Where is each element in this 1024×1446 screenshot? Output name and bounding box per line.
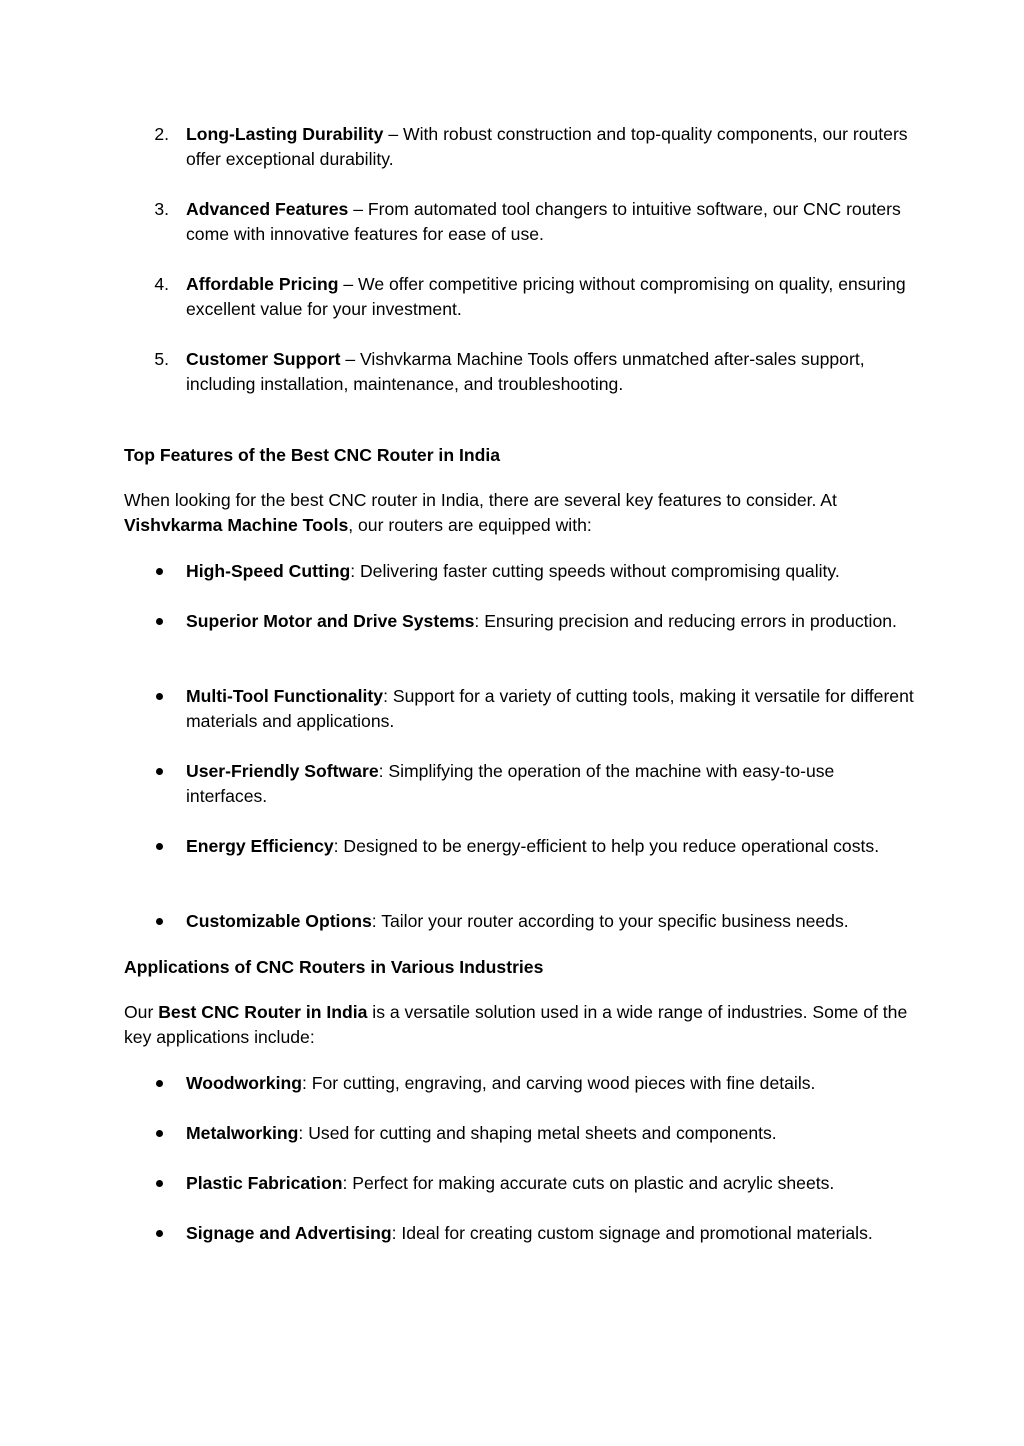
item-text: : Simplifying the operation of the machine with easy-to-use interfaces. bbox=[186, 761, 835, 806]
intro-bold: Best CNC Router in India bbox=[158, 1002, 368, 1022]
item-text: – From automated tool changers to intuitive software, our CNC routers come with innovative features for ease of use. bbox=[186, 199, 901, 244]
section-heading: Applications of CNC Routers in Various Industries bbox=[124, 957, 544, 977]
bullet-icon bbox=[156, 1180, 163, 1187]
bullet-icon bbox=[156, 918, 163, 925]
bullet-list-item bbox=[124, 559, 914, 584]
bullet-list-item bbox=[124, 609, 914, 634]
item-title: User-Friendly Software bbox=[186, 761, 379, 781]
intro-text: is a versatile solution used in a wide range of industries. Some of the key applications include: bbox=[124, 1002, 908, 1047]
numbered-list-item bbox=[124, 197, 914, 247]
item-title: Signage and Advertising bbox=[186, 1223, 392, 1243]
item-title: Woodworking bbox=[186, 1073, 302, 1093]
section-intro bbox=[124, 1000, 914, 1050]
bullet-list-item bbox=[124, 834, 914, 859]
intro-text: , our routers are equipped with: bbox=[348, 515, 592, 535]
bullet-icon bbox=[156, 1080, 163, 1087]
bullet-icon bbox=[156, 618, 163, 625]
list-number: 5. bbox=[154, 349, 169, 369]
list-number: 2. bbox=[154, 124, 169, 144]
bullet-list-item bbox=[124, 1171, 914, 1196]
item-title: Multi-Tool Functionality bbox=[186, 686, 384, 706]
item-text: : For cutting, engraving, and carving wood pieces with fine details. bbox=[301, 1073, 816, 1093]
bullet-icon bbox=[156, 1230, 163, 1237]
bullet-list-item bbox=[124, 1121, 914, 1146]
item-text: : Delivering faster cutting speeds without compromising quality. bbox=[350, 561, 840, 581]
item-text: : Perfect for making accurate cuts on plastic and acrylic sheets. bbox=[342, 1173, 835, 1193]
list-number: 4. bbox=[154, 274, 169, 294]
section-intro bbox=[124, 488, 914, 538]
item-title: Long-Lasting Durability bbox=[186, 124, 384, 144]
numbered-list-item bbox=[124, 122, 914, 172]
intro-text: Our bbox=[124, 1002, 159, 1022]
numbered-list-item bbox=[124, 347, 914, 397]
intro-bold: Vishvkarma Machine Tools bbox=[124, 515, 349, 535]
bullet-list-item bbox=[124, 1221, 914, 1246]
item-text: : Used for cutting and shaping metal sheets and components. bbox=[298, 1123, 777, 1143]
item-title: Affordable Pricing bbox=[186, 274, 339, 294]
item-title: Superior Motor and Drive Systems bbox=[186, 611, 475, 631]
bullet-icon bbox=[156, 693, 163, 700]
item-title: Customer Support bbox=[186, 349, 341, 369]
bullet-icon bbox=[156, 768, 163, 775]
bullet-icon bbox=[156, 1130, 163, 1137]
item-title: Plastic Fabrication bbox=[186, 1173, 343, 1193]
item-title: High-Speed Cutting bbox=[186, 561, 351, 581]
item-title: Advanced Features bbox=[186, 199, 349, 219]
item-text: – With robust construction and top-quality components, our routers offer exceptional durability. bbox=[186, 124, 908, 169]
item-text: : Ensuring precision and reducing errors in production. bbox=[474, 611, 897, 631]
item-title: Metalworking bbox=[186, 1123, 299, 1143]
intro-text: When looking for the best CNC router in India, there are several key features to consider. At bbox=[124, 490, 837, 510]
bullet-list-item bbox=[124, 1071, 914, 1096]
bullet-icon bbox=[156, 843, 163, 850]
numbered-list-item bbox=[124, 272, 914, 322]
item-text: : Ideal for creating custom signage and promotional materials. bbox=[391, 1223, 873, 1243]
bullet-icon bbox=[156, 568, 163, 575]
item-text: : Tailor your router according to your specific business needs. bbox=[371, 911, 849, 931]
item-text: – Vishvkarma Machine Tools offers unmatched after-sales support, including installation, maintenance, and troubleshooting. bbox=[186, 349, 865, 394]
item-title: Customizable Options bbox=[186, 911, 372, 931]
item-text: – We offer competitive pricing without compromising on quality, ensuring excellent value for your investment. bbox=[186, 274, 906, 319]
bullet-list-item bbox=[124, 684, 914, 734]
section-heading: Top Features of the Best CNC Router in India bbox=[124, 445, 501, 465]
item-text: : Support for a variety of cutting tools, making it versatile for different materials and applications. bbox=[186, 686, 914, 731]
list-number: 3. bbox=[154, 199, 169, 219]
bullet-list-item bbox=[124, 759, 914, 809]
bullet-list-item bbox=[124, 909, 914, 934]
item-text: : Designed to be energy-efficient to help you reduce operational costs. bbox=[333, 836, 880, 856]
item-title: Energy Efficiency bbox=[186, 836, 334, 856]
